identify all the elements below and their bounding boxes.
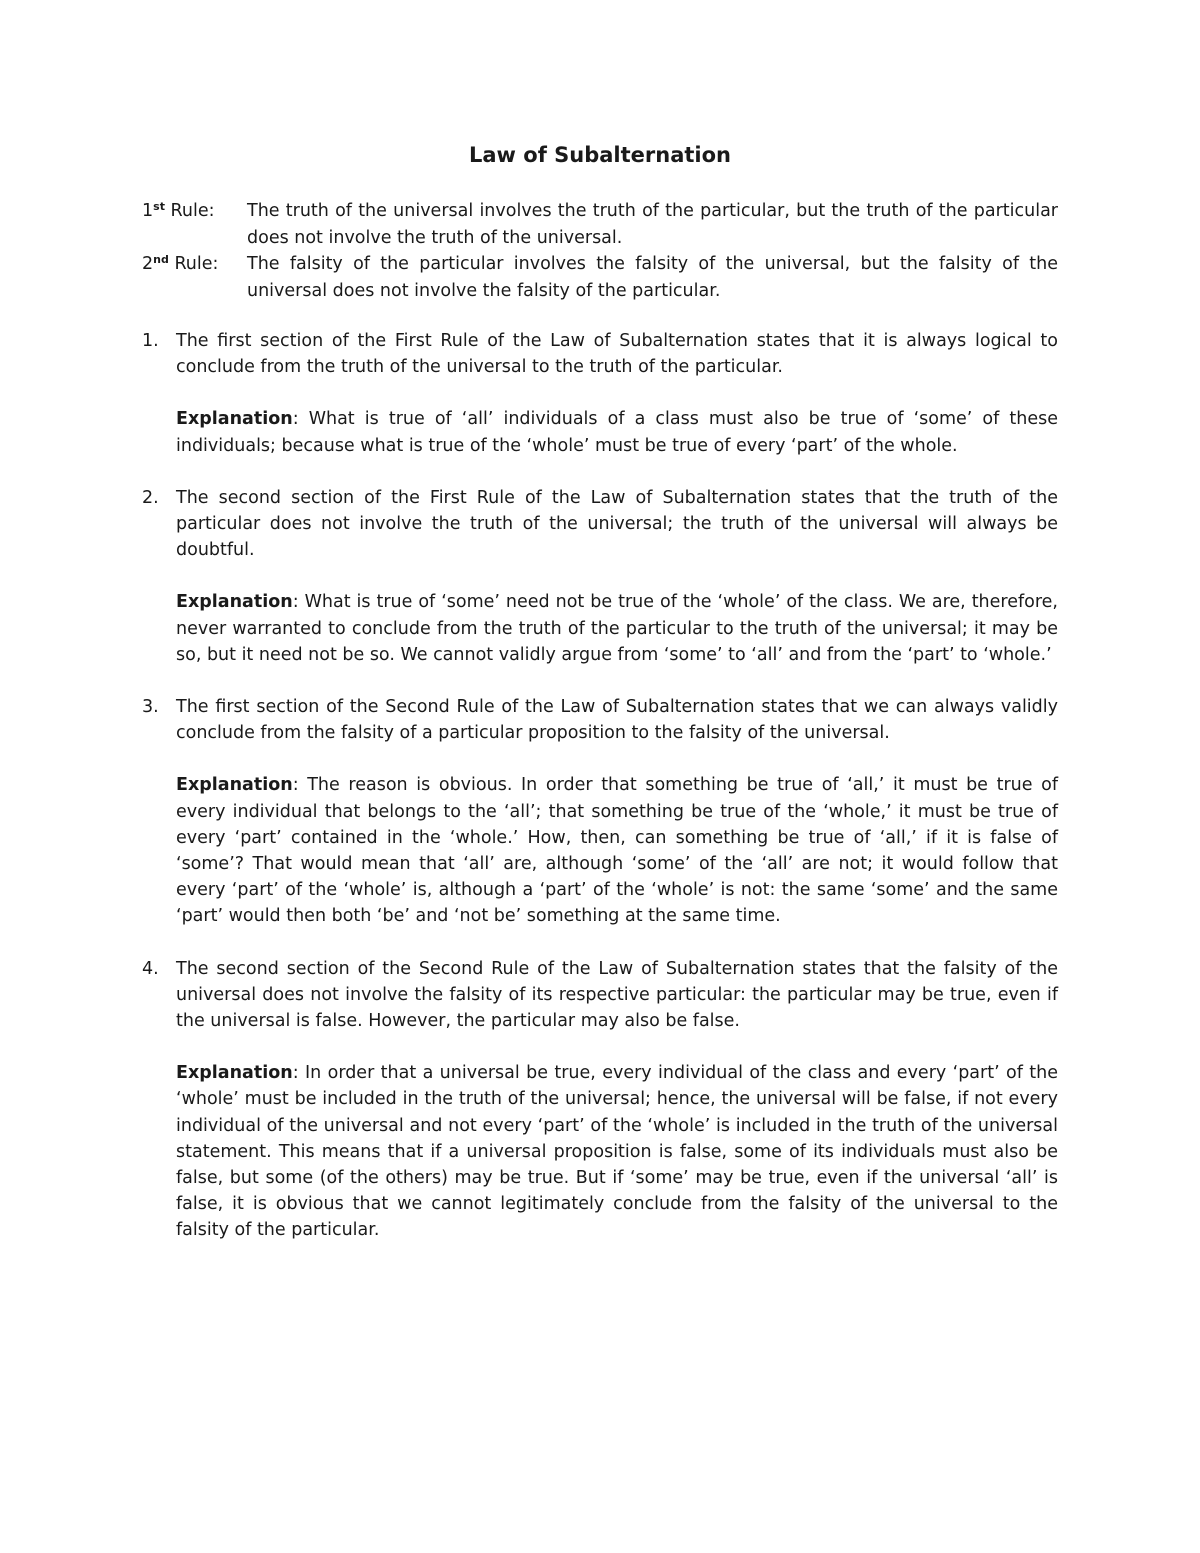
list-item-3 <box>142 694 1058 930</box>
list-item-2 <box>142 485 1058 668</box>
list-item-text: The first section of the Second Rule of the Law of Subalternation states that we can always validly conclude from the falsity of a particular proposition to the falsity of the universal. <box>176 697 1058 744</box>
list-item-number: 4. <box>142 958 159 979</box>
rule-2-number: 2 <box>142 254 154 274</box>
rule-1-label <box>142 198 247 251</box>
explanation-paragraph <box>176 1060 1058 1243</box>
rules-block <box>142 198 1058 304</box>
rule-1-suffix: st <box>153 200 165 213</box>
list-item-text: The first section of the First Rule of the Law of Subalternation states that it is always logical to conclude from the truth of the universal to the truth of the particular. <box>176 331 1058 378</box>
numbered-list <box>142 328 1058 1270</box>
list-item-1 <box>142 328 1058 459</box>
explanation-label: Explanation <box>176 775 293 796</box>
list-item-number: 1. <box>142 331 159 351</box>
explanation-text: : What is true of ‘all’ individuals of a class must also be true of ‘some’ of these individuals; because what is true of the ‘whole’ must be true of every ‘part’ of the whole. <box>176 409 1058 456</box>
explanation-text: : In order that a universal be true, every individual of the class and every ‘part’ of the ‘whole’ must be included in the truth of the universal; hence, the universal will be false, if not every individual of the universal and not every ‘part’ of the ‘whole’ is included in the truth of the universal statement. This means that if a universal proposition is false, some of its individuals must also be false, but some (of the others) may be true. But if ‘some’ may be true, even if the universal ‘all’ is false, it is obvious that we cannot legitimately conclude from the falsity of the universal to the falsity of the particular. <box>176 1063 1058 1241</box>
rule-1-word: Rule: <box>170 201 215 221</box>
rule-2 <box>142 251 1058 304</box>
explanation-label: Explanation <box>176 592 293 613</box>
list-item-number: 2. <box>142 487 159 508</box>
explanation-label: Explanation <box>176 1063 293 1084</box>
rule-1-number: 1 <box>142 201 154 221</box>
list-item-text: The second section of the Second Rule of the Law of Subalternation states that the falsity of the universal does not involve the falsity of its respective particular: the particular may be true, even if the universal is false. However, the particular may also be false. <box>176 958 1058 1032</box>
list-item-text: The second section of the First Rule of the Law of Subalternation states that the truth of the particular does not involve the truth of the universal; the truth of the universal will always be doubtful. <box>176 487 1058 561</box>
explanation-paragraph <box>176 589 1058 668</box>
list-item-number: 3. <box>142 697 159 718</box>
explanation-paragraph <box>176 772 1058 929</box>
rule-2-text: The falsity of the particular involves the falsity of the universal, but the falsity of the universal does not involve the falsity of the particular. <box>247 254 1058 301</box>
rule-2-word: Rule: <box>174 254 219 274</box>
rule-2-label <box>142 251 247 304</box>
rule-2-suffix: nd <box>153 253 169 266</box>
explanation-label: Explanation <box>176 409 293 430</box>
explanation-text: : What is true of ‘some’ need not be true of the ‘whole’ of the class. We are, therefore, never warranted to conclude from the truth of the particular to the truth of the universal; it may be so, but it need not be so. We cannot validly argue from ‘some’ to ‘all’ and from the ‘part’ to ‘whole.’ <box>176 592 1058 665</box>
rule-1 <box>142 198 1058 251</box>
rule-1-text: The truth of the universal involves the truth of the particular, but the truth of the particular does not involve the truth of the universal. <box>247 201 1058 248</box>
list-item-4 <box>142 956 1058 1244</box>
explanation-text: : The reason is obvious. In order that something be true of ‘all,’ it must be true of every individual that belongs to the ‘all’; that something be true of the ‘whole,’ it must be true of every ‘part’ contained in the ‘whole.’ How, then, can something be true of ‘all,’ if it is false of ‘some’? That would mean that ‘all’ are, although ‘some’ of the ‘all’ are not; it would follow that every ‘part’ of the ‘whole’ is, although a ‘part’ of the ‘whole’ is not: the same ‘some’ and the same ‘part’ would then both ‘be’ and ‘not be’ something at the same time. <box>176 775 1058 927</box>
page-title: Law of Subalternation <box>469 143 731 167</box>
explanation-paragraph <box>176 406 1058 458</box>
